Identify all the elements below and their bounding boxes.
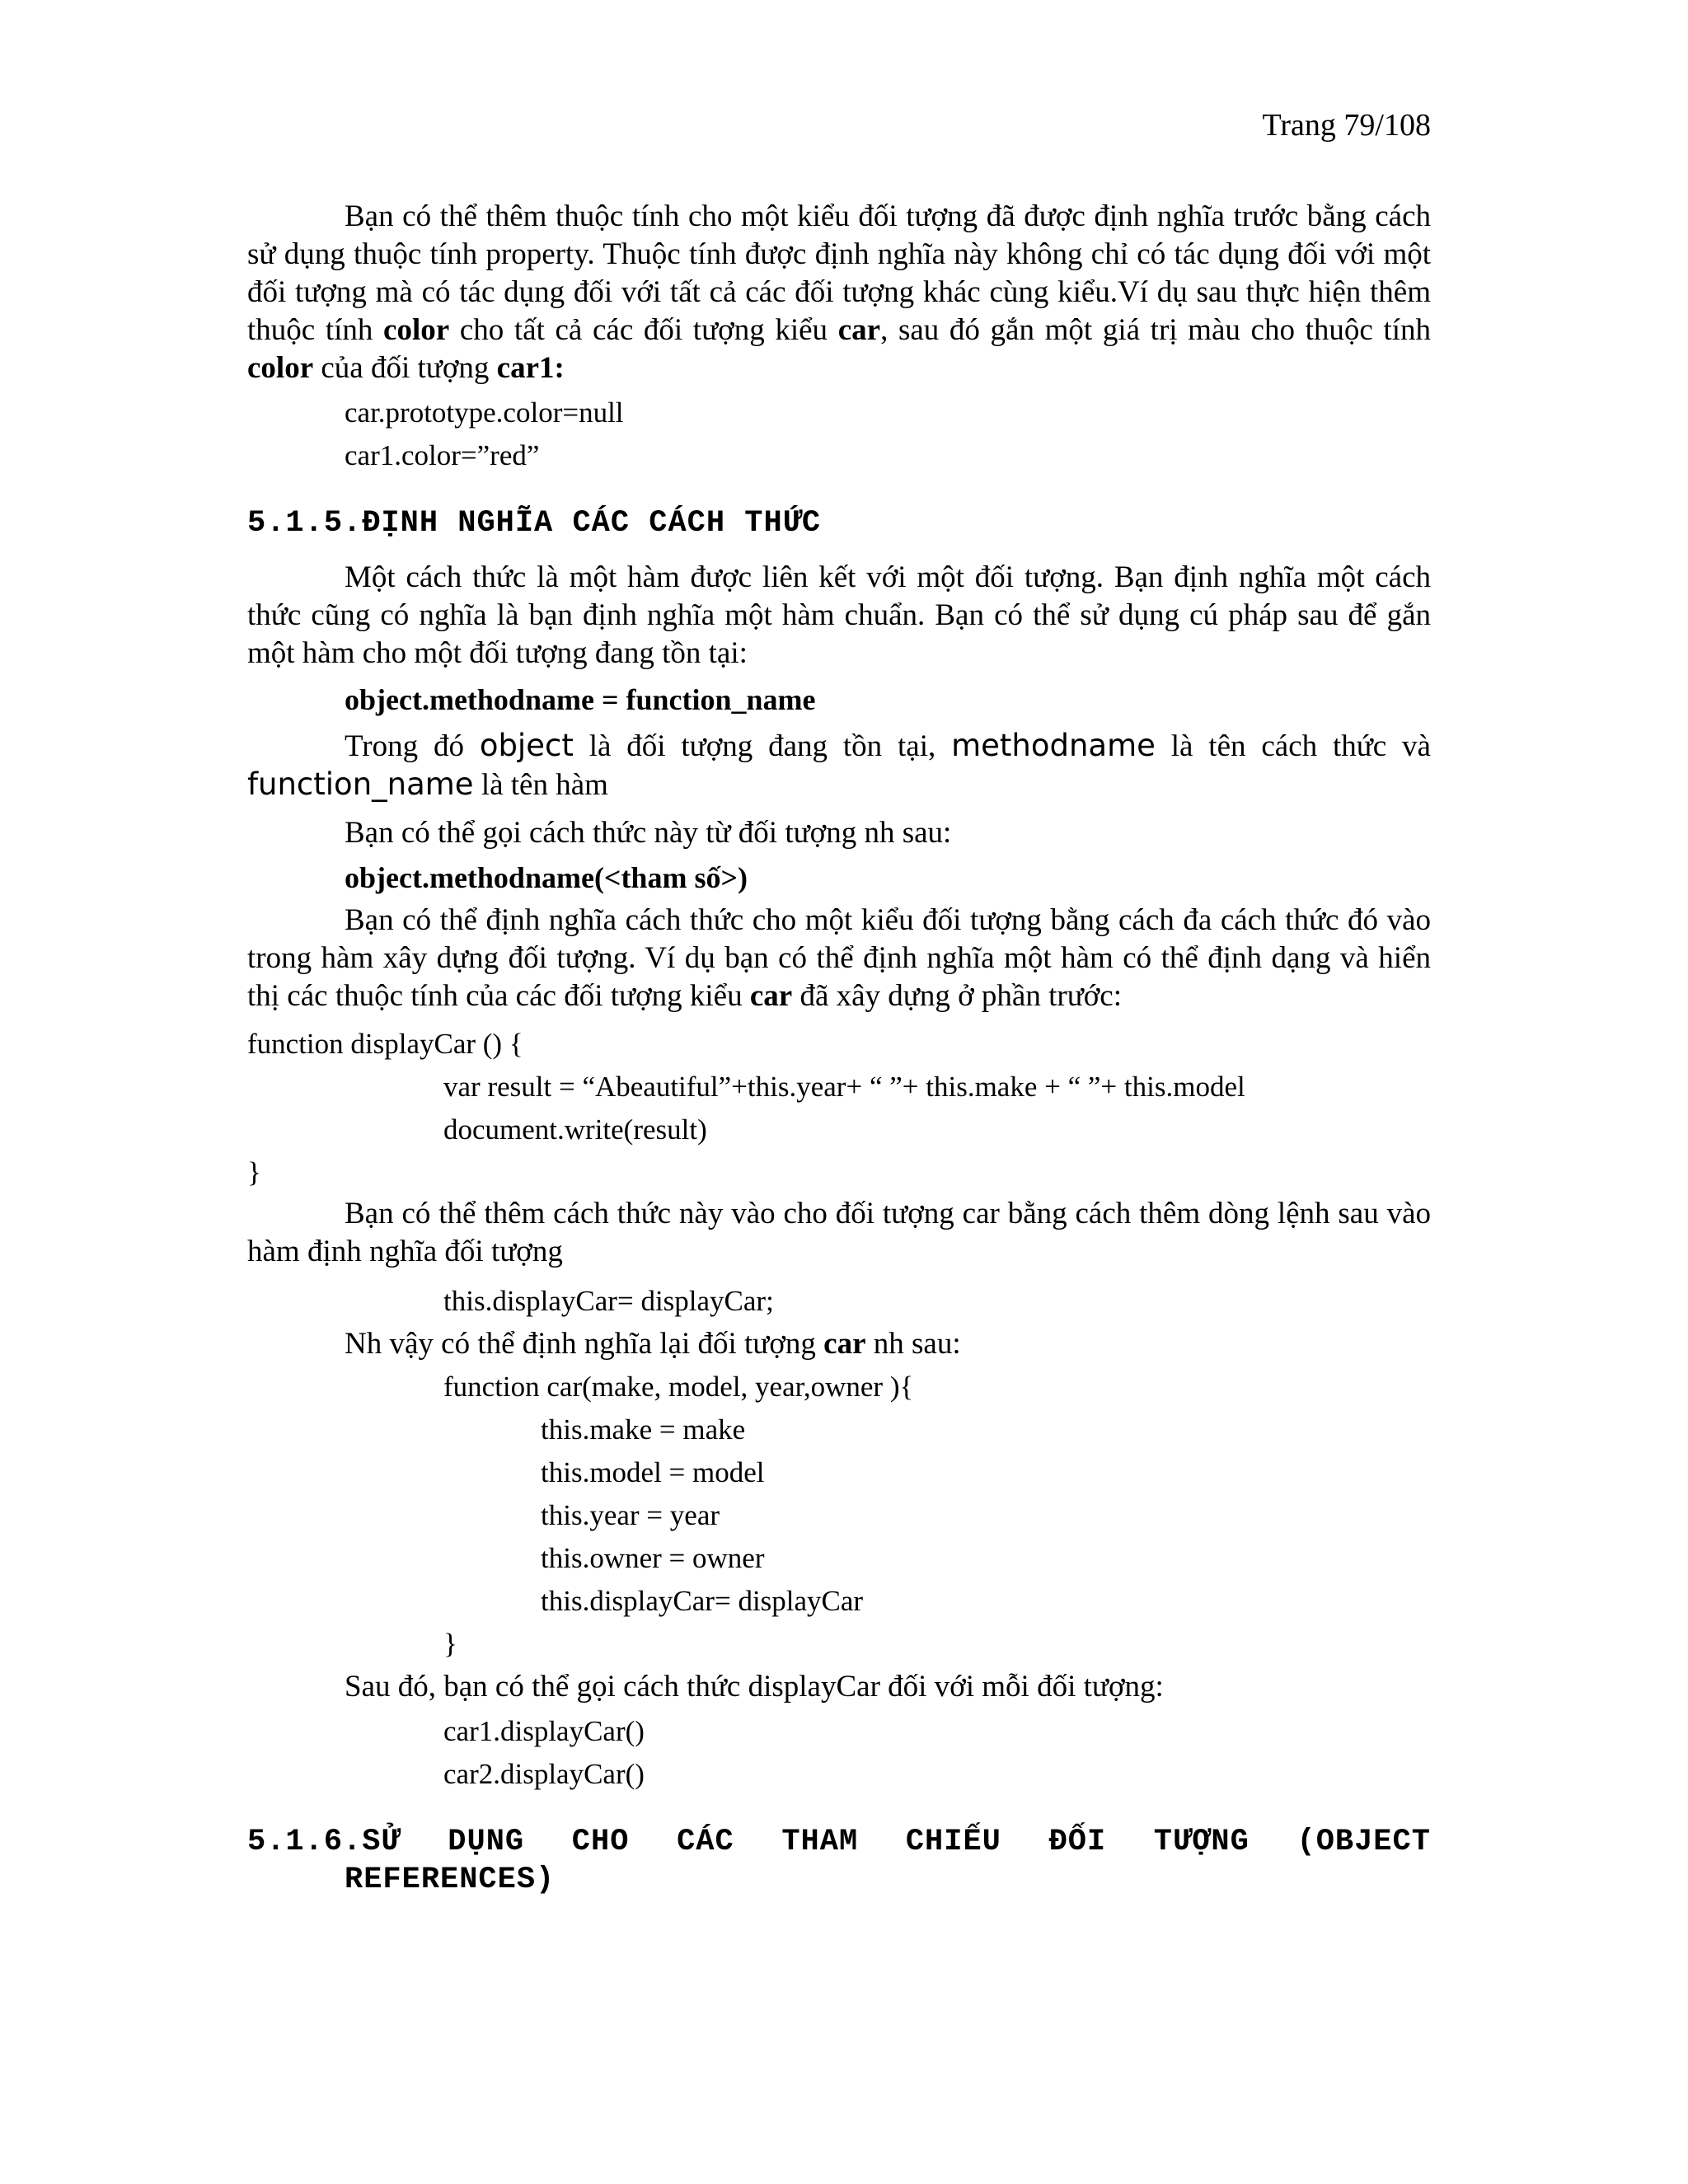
section-heading-515: 5.1.5.ĐỊNH NGHĨA CÁC CÁCH THỨC <box>247 506 822 541</box>
heading-word: ĐỐI <box>1048 1825 1107 1859</box>
code-line: car.prototype.color=null <box>345 396 624 429</box>
paragraph-call-displaycar: Sau đó, bạn có thể gọi cách thức displayCar đối với mỗi đối tượng: <box>345 1670 1164 1704</box>
code-line: this.displayCar= displayCar <box>541 1585 864 1617</box>
heading-word: THAM <box>781 1825 859 1859</box>
page-number: Trang 79/108 <box>1262 108 1431 143</box>
heading-word: CHIẾU <box>905 1825 1001 1859</box>
code-line: car1.color=”red” <box>345 439 540 471</box>
code-line: function car(make, model, year,owner ){ <box>443 1371 914 1403</box>
paragraph-prototype: Bạn có thể thêm thuộc tính cho một kiểu đối tượng đã được định nghĩa trước bằng cách sử dụng thuộc tính property. Thuộc tính được định nghĩa này không chỉ có tác dụng đối với một đối tượng mà có tác dụng đối với tất cả các đối tượng khác cùng kiểu.Ví dụ sau thực hiện thêm thuộc tính color cho tất cả các đối tượng kiểu car, sau đó gắn một giá trị màu cho thuộc tính color của đối tượng car1: <box>247 199 1431 385</box>
heading-word: CHO <box>571 1825 630 1859</box>
code-line: var result = “Abeautiful”+this.year+ “ ”+ this.make + “ ”+ this.model <box>443 1071 1245 1103</box>
heading-word: DỤNG <box>448 1825 525 1859</box>
heading-word: (OBJECT <box>1296 1825 1431 1859</box>
syntax-assign-method: object.methodname = function_name <box>345 683 816 716</box>
code-line: car2.displayCar() <box>443 1758 645 1790</box>
paragraph-redefine-car: Nh vậy có thể định nghĩa lại đối tượng car nh sau: <box>345 1327 961 1361</box>
heading-word: 5.1.6.SỬ <box>247 1825 401 1859</box>
code-line: document.write(result) <box>443 1113 707 1146</box>
code-line: this.model = model <box>541 1456 765 1488</box>
code-line: this.year = year <box>541 1499 720 1531</box>
paragraph-call-method: Bạn có thể gọi cách thức này từ đối tượng nh sau: <box>345 816 952 850</box>
code-line: } <box>443 1628 457 1660</box>
heading-word: TƯỢNG <box>1153 1825 1250 1859</box>
code-line: this.owner = owner <box>541 1542 765 1574</box>
paragraph-constructor-method: Bạn có thể định nghĩa cách thức cho một kiểu đối tượng bằng cách đa cách thức đó vào trong hàm xây dựng đối tượng. Ví dụ bạn có thể định nghĩa một hàm có thể định dạng và hiển thị các thuộc tính của các đối tượng kiểu car đã xây dựng ở phần trước: <box>247 903 1431 1013</box>
code-line: this.make = make <box>541 1413 746 1446</box>
code-line: function displayCar () { <box>247 1028 523 1060</box>
section-heading-516 <box>247 1823 1431 1899</box>
paragraph-method-intro: Một cách thức là một hàm được liên kết với một đối tượng. Bạn định nghĩa một cách thức cũng có nghĩa là bạn định nghĩa một hàm chuẩn. Bạn có thể sử dụng cú pháp sau để gắn một hàm cho một đối tượng đang tồn tại: <box>247 560 1431 670</box>
paragraph-syntax-explain: Trong đó object là đối tượng đang tồn tại, methodname là tên cách thức và function_name là tên hàm <box>247 728 1431 802</box>
paragraph-add-method: Bạn có thể thêm cách thức này vào cho đối tượng car bằng cách thêm dòng lệnh sau vào hàm định nghĩa đối tượng <box>247 1197 1431 1268</box>
code-line: this.displayCar= displayCar; <box>443 1285 774 1317</box>
heading-continuation: REFERENCES) <box>345 1863 556 1897</box>
code-line: } <box>247 1156 261 1188</box>
syntax-call-method: object.methodname(<tham số>) <box>345 861 748 894</box>
code-line: car1.displayCar() <box>443 1715 645 1747</box>
heading-word: CÁC <box>677 1825 734 1859</box>
